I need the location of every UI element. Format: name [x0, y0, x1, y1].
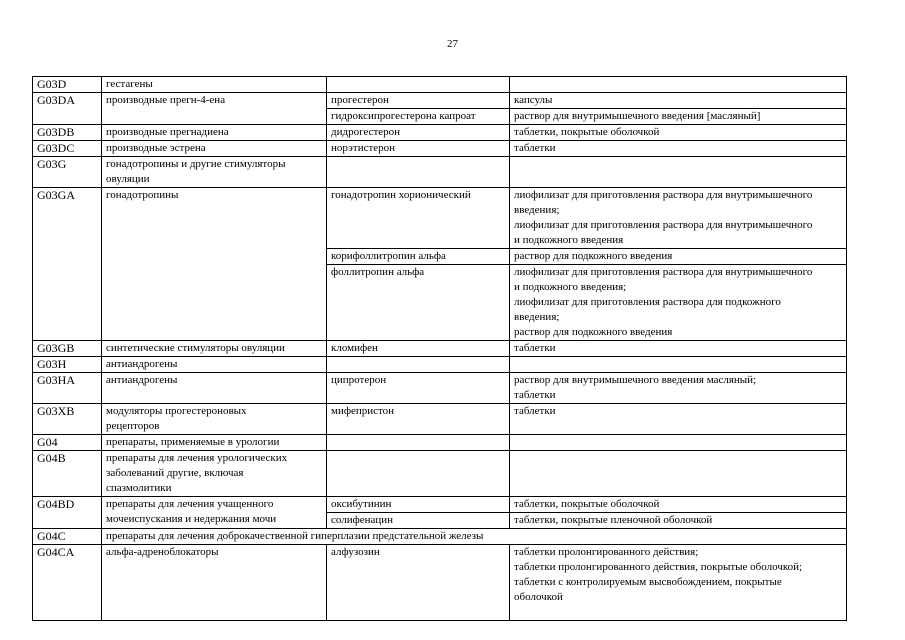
- dosage-form-line: раствор для внутримышечного введения масляный;: [514, 374, 757, 386]
- drug-name: ципротерон: [327, 373, 510, 404]
- drug-name: оксибутинин: [327, 497, 510, 513]
- dosage-forms: [510, 373, 847, 404]
- group-name: [102, 157, 327, 188]
- dosage-form-line: раствор для подкожного введения: [514, 250, 673, 262]
- table-row: [33, 157, 847, 188]
- drug-name: мифепристон: [327, 404, 510, 435]
- atc-code: G04BD: [33, 497, 102, 529]
- dosage-forms: таблетки, покрытые оболочкой: [510, 497, 847, 513]
- group-name: синтетические стимуляторы овуляции: [102, 341, 327, 357]
- group-name: производные прегнадиена: [102, 125, 327, 141]
- page-number: 27: [447, 38, 458, 50]
- dosage-forms: таблетки, покрытые оболочкой: [510, 125, 847, 141]
- dosage-form-line: таблетки пролонгированного действия;: [514, 546, 699, 558]
- dosage-form-line: введения;: [514, 311, 560, 323]
- drug-name: прогестерон: [327, 93, 510, 109]
- dosage-forms: [510, 451, 847, 497]
- table-row: [33, 373, 847, 404]
- atc-code: G03GA: [33, 188, 102, 341]
- drug-name: дидрогестерон: [327, 125, 510, 141]
- dosage-form-line: лиофилизат для приготовления раствора для внутримышечного: [514, 266, 813, 278]
- atc-code: G03DA: [33, 93, 102, 125]
- dosage-forms: таблетки, покрытые пленочной оболочкой: [510, 513, 847, 529]
- table-row: [33, 188, 847, 249]
- group-name: гестагены: [102, 77, 327, 93]
- dosage-form-line: оболочкой: [514, 591, 563, 603]
- drug-name: [327, 357, 510, 373]
- table-row: [33, 93, 847, 109]
- dosage-form-line: и подкожного введения: [514, 234, 624, 246]
- drug-classification-table: [32, 76, 847, 621]
- group-name-line: спазмолитики: [106, 482, 172, 494]
- group-name: препараты для лечения доброкачественной гиперплазии предстательной железы: [102, 529, 847, 545]
- dosage-forms: [510, 249, 847, 265]
- atc-code: G03H: [33, 357, 102, 373]
- dosage-form-line: и подкожного введения;: [514, 281, 627, 293]
- dosage-forms: [510, 157, 847, 188]
- dosage-forms: [510, 357, 847, 373]
- group-name: производные прегн-4-ена: [102, 93, 327, 125]
- drug-name: гидроксипрогестерона капроат: [327, 109, 510, 125]
- dosage-forms: [510, 545, 847, 621]
- dosage-forms: раствор для внутримышечного введения [масляный]: [510, 109, 847, 125]
- dosage-form-line: введения;: [514, 204, 560, 216]
- atc-code: G03GB: [33, 341, 102, 357]
- group-name-line: препараты для лечения учащенного: [106, 498, 274, 510]
- dosage-form-line: таблетки пролонгированного действия, покрытые оболочкой;: [514, 561, 803, 573]
- atc-code: G04: [33, 435, 102, 451]
- group-name: [102, 497, 327, 529]
- atc-code: G03G: [33, 157, 102, 188]
- atc-code: G03HA: [33, 373, 102, 404]
- group-name: антиандрогены: [102, 373, 327, 404]
- dosage-form-line: таблетки: [514, 389, 556, 401]
- drug-name: кломифен: [327, 341, 510, 357]
- dosage-form-line: лиофилизат для приготовления раствора для внутримышечного: [514, 189, 813, 201]
- group-name-line: овуляции: [106, 173, 150, 185]
- table-row: [33, 497, 847, 513]
- dosage-form-line: таблетки с контролируемым высвобождением, покрытые: [514, 576, 782, 588]
- drug-name: [327, 77, 510, 93]
- table-row: [33, 141, 847, 157]
- drug-name: норэтистерон: [327, 141, 510, 157]
- drug-name: корифоллитропин альфа: [327, 249, 510, 265]
- group-name-line: мочеиспускания и недержания мочи: [106, 513, 277, 525]
- group-name: производные эстрена: [102, 141, 327, 157]
- dosage-forms: таблетки: [510, 341, 847, 357]
- group-name-line: рецепторов: [106, 420, 160, 432]
- group-name: антиандрогены: [102, 357, 327, 373]
- group-name: альфа-адреноблокаторы: [102, 545, 327, 621]
- atc-code: G03DB: [33, 125, 102, 141]
- drug-name: [327, 157, 510, 188]
- dosage-forms: капсулы: [510, 93, 847, 109]
- dosage-form-line: лиофилизат для приготовления раствора для внутримышечного: [514, 219, 813, 231]
- drug-name: [327, 451, 510, 497]
- table-row: [33, 125, 847, 141]
- atc-code: G03DC: [33, 141, 102, 157]
- group-name: препараты, применяемые в урологии: [102, 435, 327, 451]
- dosage-form-line: раствор для подкожного введения: [514, 326, 673, 338]
- dosage-forms: [510, 435, 847, 451]
- drug-name: алфузозин: [327, 545, 510, 621]
- dosage-forms: таблетки: [510, 141, 847, 157]
- atc-code: G04CA: [33, 545, 102, 621]
- table-row: [33, 404, 847, 435]
- drug-name: солифенацин: [327, 513, 510, 529]
- drug-name: гонадотропин хорионический: [327, 188, 510, 249]
- dosage-forms: [510, 188, 847, 249]
- group-name: [102, 451, 327, 497]
- table-row: [33, 451, 847, 497]
- atc-code: G04B: [33, 451, 102, 497]
- group-name-line: заболеваний другие, включая: [106, 467, 244, 479]
- group-name-line: гонадотропины и другие стимуляторы: [106, 158, 286, 170]
- atc-code: G03D: [33, 77, 102, 93]
- group-name-line: модуляторы прогестероновых: [106, 405, 247, 417]
- table-row: [33, 529, 847, 545]
- table-row: [33, 341, 847, 357]
- dosage-form-line: лиофилизат для приготовления раствора для подкожного: [514, 296, 781, 308]
- dosage-forms: таблетки: [510, 404, 847, 435]
- atc-code: G04C: [33, 529, 102, 545]
- drug-name: [327, 435, 510, 451]
- cell-spacer: [514, 605, 842, 620]
- atc-code: G03XB: [33, 404, 102, 435]
- dosage-forms: [510, 265, 847, 341]
- group-name-line: препараты для лечения урологических: [106, 452, 288, 464]
- dosage-forms: [510, 77, 847, 93]
- table-row: [33, 77, 847, 93]
- table-row: [33, 435, 847, 451]
- group-name: [102, 404, 327, 435]
- drug-name: фоллитропин альфа: [327, 265, 510, 341]
- table-row: [33, 545, 847, 621]
- group-name: гонадотропины: [102, 188, 327, 341]
- table-row: [33, 357, 847, 373]
